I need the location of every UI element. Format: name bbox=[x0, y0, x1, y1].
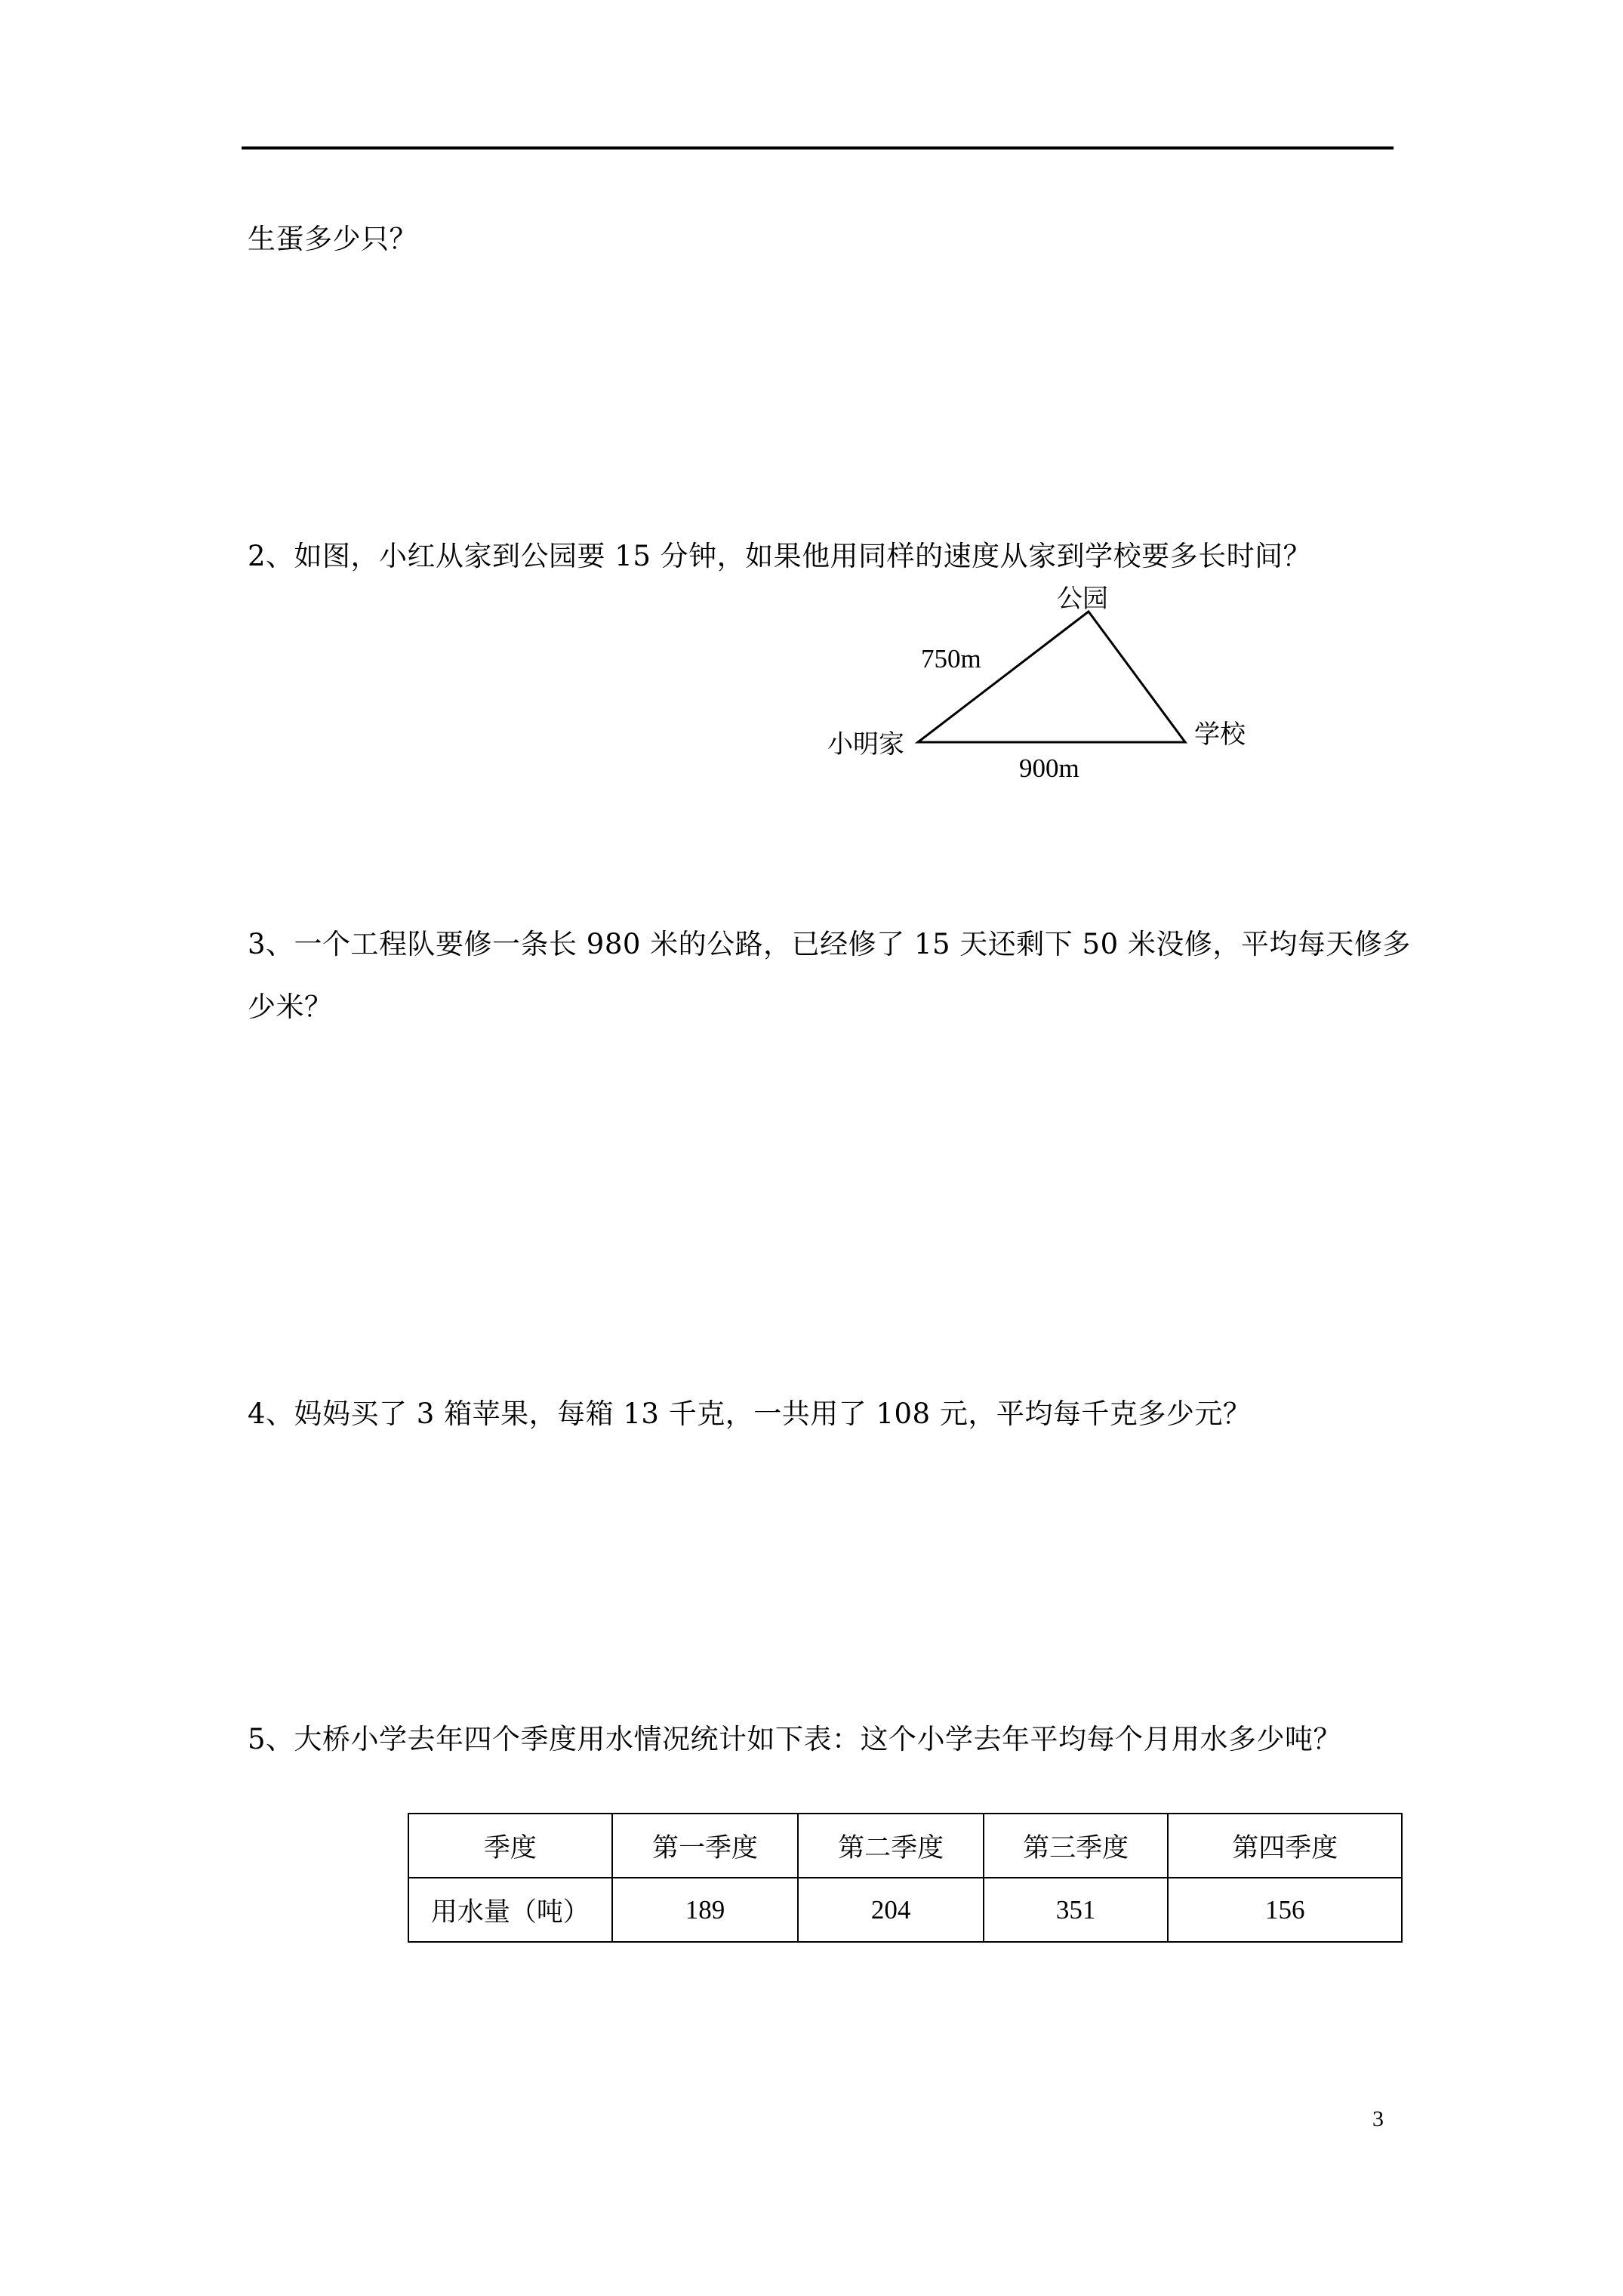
water-usage-table bbox=[408, 1813, 1403, 1943]
table-header-cell: 第三季度 bbox=[984, 1814, 1169, 1878]
table-cell: 204 bbox=[798, 1878, 984, 1942]
question-3-line-2: 少米？ bbox=[248, 991, 333, 1023]
table-cell: 351 bbox=[984, 1878, 1169, 1942]
table-header-row bbox=[408, 1814, 1402, 1878]
table-cell: 156 bbox=[1168, 1878, 1402, 1942]
label-distance-home-park: 750m bbox=[921, 644, 981, 673]
table-cell: 189 bbox=[612, 1878, 799, 1942]
route-diagram bbox=[815, 570, 1283, 797]
table-row bbox=[408, 1878, 1402, 1942]
question-5-text: 5、大桥小学去年四个季度用水情况统计如下表：这个小学去年平均每个月用水多少吨？ bbox=[248, 1723, 1342, 1755]
page-number: 3 bbox=[1372, 2106, 1384, 2131]
label-home: 小明家 bbox=[827, 729, 904, 760]
route-triangle bbox=[918, 612, 1185, 742]
table-header-cell: 第一季度 bbox=[612, 1814, 799, 1878]
table-header-cell: 季度 bbox=[408, 1814, 612, 1878]
label-distance-home-school: 900m bbox=[1019, 754, 1079, 783]
label-school: 学校 bbox=[1194, 720, 1246, 750]
table-header-cell: 第二季度 bbox=[798, 1814, 984, 1878]
header-rule bbox=[242, 146, 1394, 149]
table-header-cell: 第四季度 bbox=[1168, 1814, 1402, 1878]
question-3-line-1: 3、一个工程队要修一条长 980 米的公路，已经修了 15 天还剩下 50 米没修，平均每天修多 bbox=[248, 928, 1411, 960]
question-1-continuation: 生蛋多少只？ bbox=[248, 223, 417, 255]
table-row-label: 用水量（吨） bbox=[408, 1878, 612, 1942]
question-2-text: 2、如图，小红从家到公园要 15 分钟，如果他用同样的速度从家到学校要多长时间？ bbox=[248, 540, 1312, 572]
question-4-text: 4、妈妈买了 3 箱苹果，每箱 13 千克，一共用了 108 元，平均每千克多少元？ bbox=[248, 1398, 1252, 1430]
label-park: 公园 bbox=[1057, 584, 1108, 614]
